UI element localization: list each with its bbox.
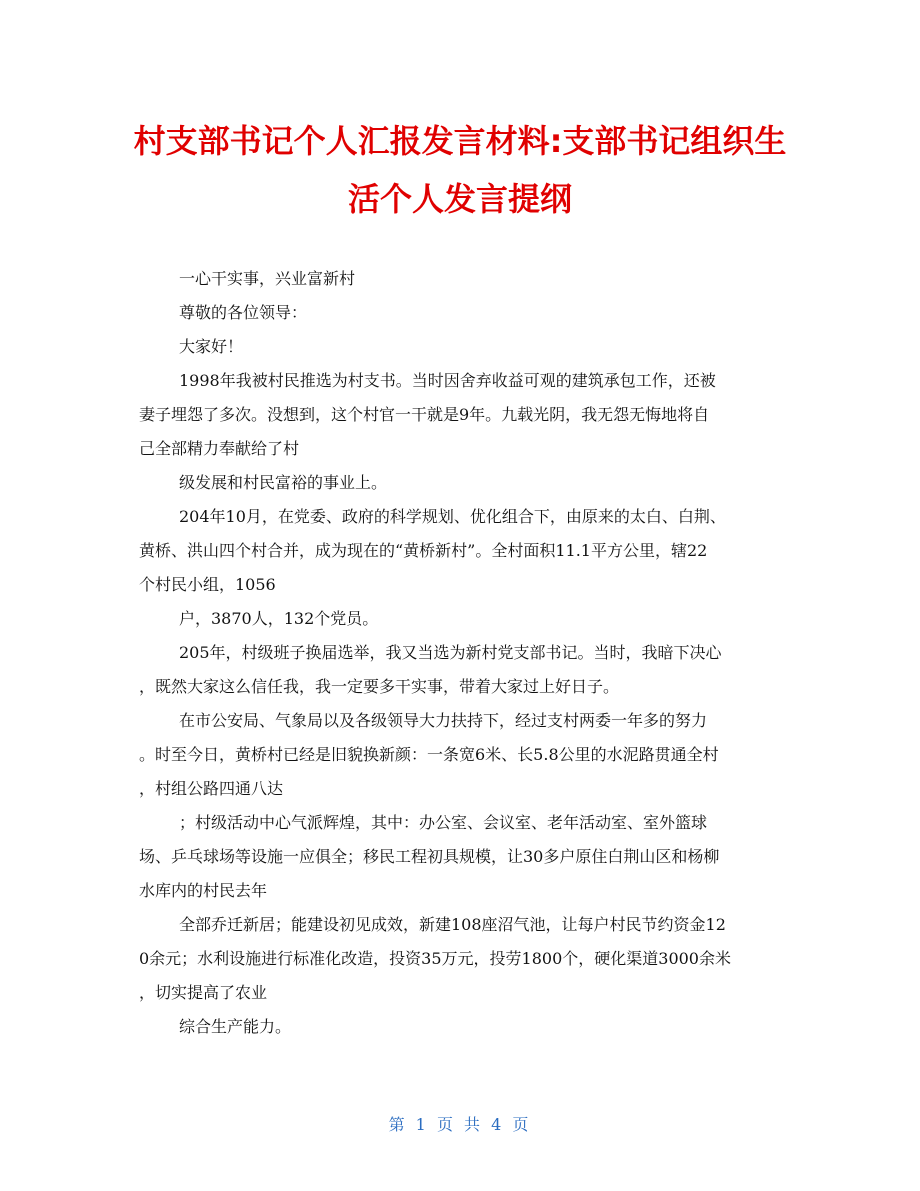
paragraph-line: 尊敬的各位领导： (179, 303, 308, 322)
title-line-2: 活个人发言提纲 (347, 180, 572, 218)
paragraph-line: 在市公安局、气象局以及各级领导大力扶持下，经过支村两委一年多的努力 (179, 711, 708, 730)
paragraph-line: 大家好！ (179, 337, 244, 356)
paragraph-line: 综合生产能力。 (179, 1017, 292, 1036)
document-title (80, 112, 840, 228)
paragraph-line: 1998年我被村民推选为村支书。当时因舍弃收益可观的建筑承包工作，还被 (179, 371, 716, 390)
paragraph-line: 水库内的村民去年 (139, 881, 268, 900)
paragraph-line: 黄桥、洪山四个村合并，成为现在的“黄桥新村”。全村面积11.1平方公里，辖22 (139, 541, 708, 560)
paragraph-line: 0余元；水利设施进行标准化改造，投资35万元，投劳1800个，硬化渠道3000余米 (139, 949, 731, 968)
paragraph-line: 一心干实事，兴业富新村 (179, 269, 356, 288)
paragraph-line: 204年10月，在党委、政府的科学规划、优化组合下，由原来的太白、白荆、 (179, 507, 726, 526)
paragraph-line: 场、乒乓球场等设施一应俱全；移民工程初具规模，让30多户原住白荆山区和杨柳 (139, 847, 720, 866)
paragraph-line: 个村民小组，1056 (139, 575, 276, 594)
paragraph-line: 妻子埋怨了多次。没想到，这个村官一干就是9年。九载光阴，我无怨无悔地将自 (139, 405, 710, 424)
paragraph-line: ，既然大家这么信任我，我一定要多干实事，带着大家过上好日子。 (139, 677, 620, 696)
page-footer: 第 1 页 共 4 页 (388, 1115, 532, 1134)
paragraph-line: ，切实提高了农业 (139, 983, 268, 1002)
paragraph-line: 级发展和村民富裕的事业上。 (179, 473, 388, 492)
paragraph-line: 。时至今日，黄桥村已经是旧貌换新颜：一条宽6米、长5.8公里的水泥路贯通全村 (139, 745, 719, 764)
paragraph-line: 全部乔迁新居；能建设初见成效，新建108座沼气池，让每户村民节约资金12 (179, 915, 726, 934)
paragraph-line: ；村级活动中心气派辉煌，其中：办公室、会议室、老年活动室、室外篮球 (179, 813, 708, 832)
paragraph-line: ，村组公路四通八达 (139, 779, 284, 798)
paragraph-line: 205年，村级班子换届选举，我又当选为新村党支部书记。当时，我暗下决心 (179, 643, 722, 662)
document-body (139, 262, 799, 1044)
title-line-1: 村支部书记个人汇报发言材料:支部书记组织生 (133, 122, 787, 160)
paragraph-line: 户，3870人，132个党员。 (179, 609, 379, 628)
paragraph-line: 己全部精力奉献给了村 (139, 439, 300, 458)
